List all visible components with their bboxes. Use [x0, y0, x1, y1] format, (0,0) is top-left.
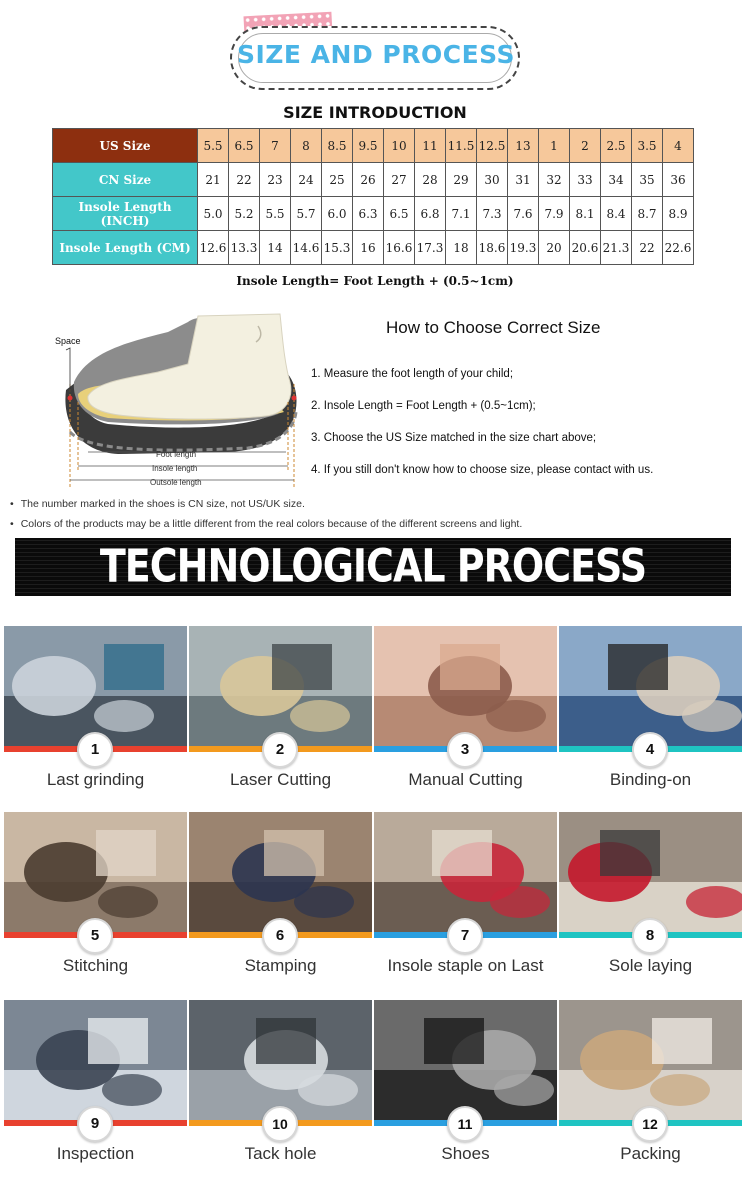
size-cell: 14.6: [291, 231, 322, 265]
process-photo: [374, 812, 557, 934]
size-cell: 12.5: [477, 129, 508, 163]
step-number-badge: 7: [447, 918, 483, 954]
page-title: SIZE AND PROCESS: [236, 40, 516, 69]
size-cell: 20.6: [570, 231, 601, 265]
size-cell: 7.9: [539, 197, 570, 231]
insole-length-label: Insole length: [152, 464, 198, 473]
size-cell: 9.5: [353, 129, 384, 163]
size-cell: 21.3: [601, 231, 632, 265]
size-cell: 5.5: [198, 129, 229, 163]
step-label: Sole laying: [608, 956, 693, 975]
step-number-badge: 12: [632, 1106, 668, 1142]
how-to-step: 2. Insole Length = Foot Length + (0.5~1cm);: [311, 400, 536, 412]
step-label: Laser Cutting: [229, 770, 332, 789]
size-cell: 7: [260, 129, 291, 163]
foot-length-label: Foot length: [156, 450, 197, 459]
step-label: Manual Cutting: [408, 770, 523, 789]
size-cell: 22: [632, 231, 663, 265]
step-number-badge: 4: [632, 732, 668, 768]
size-cell: 13: [508, 129, 539, 163]
header-banner: [228, 14, 524, 96]
step-label: Insole staple on Last: [387, 956, 544, 975]
size-table-row: [53, 163, 694, 197]
size-cell: 5.5: [260, 197, 291, 231]
how-to-step: 1. Measure the foot length of your child;: [311, 368, 514, 380]
size-cell: 15.3: [322, 231, 353, 265]
step-number-badge: 10: [262, 1106, 298, 1142]
size-row-header: Insole Length (INCH): [53, 197, 198, 231]
size-cell: 21: [198, 163, 229, 197]
process-title: TECHNOLOGICAL PROCESS: [99, 539, 647, 593]
note-cn-size: • The number marked in the shoes is CN size, not US/UK size.: [10, 498, 305, 510]
process-photo: [374, 1000, 557, 1122]
size-cell: 2: [570, 129, 601, 163]
step-label: Stamping: [244, 956, 317, 975]
size-cell: 11.5: [446, 129, 477, 163]
size-cell: 5.2: [229, 197, 260, 231]
step-number-badge: 8: [632, 918, 668, 954]
size-table: [52, 128, 694, 265]
size-cell: 22.6: [663, 231, 694, 265]
size-cell: 29: [446, 163, 477, 197]
size-row-header: US Size: [53, 129, 198, 163]
size-cell: 13.3: [229, 231, 260, 265]
size-cell: 8.5: [322, 129, 353, 163]
insole-formula: Insole Length= Foot Length + (0.5~1cm): [236, 274, 514, 288]
process-photo: [559, 812, 742, 934]
size-introduction-heading: SIZE INTRODUCTION: [283, 103, 467, 122]
process-photo: [189, 1000, 372, 1122]
size-cell: 32: [539, 163, 570, 197]
size-cell: 30: [477, 163, 508, 197]
size-cell: 7.3: [477, 197, 508, 231]
size-cell: 18: [446, 231, 477, 265]
size-cell: 3.5: [632, 129, 663, 163]
size-cell: 8: [291, 129, 322, 163]
technological-process-banner: [15, 538, 731, 596]
size-cell: 36: [663, 163, 694, 197]
size-cell: 6.3: [353, 197, 384, 231]
step-number-badge: 1: [77, 732, 113, 768]
size-row-header: CN Size: [53, 163, 198, 197]
size-cell: 6.8: [415, 197, 446, 231]
size-cell: 23: [260, 163, 291, 197]
size-table-row: [53, 197, 694, 231]
note-colors: • Colors of the products may be a little different from the real colors because of the different screens and light.: [10, 518, 522, 530]
step-label: Shoes: [441, 1144, 490, 1163]
size-cell: 33: [570, 163, 601, 197]
size-cell: 16.6: [384, 231, 415, 265]
size-cell: 14: [260, 231, 291, 265]
step-number-badge: 5: [77, 918, 113, 954]
step-number-badge: 9: [77, 1106, 113, 1142]
step-label: Packing: [620, 1144, 681, 1163]
size-cell: 18.6: [477, 231, 508, 265]
size-cell: 5.0: [198, 197, 229, 231]
size-cell: 31: [508, 163, 539, 197]
size-cell: 25: [322, 163, 353, 197]
how-to-step: 3. Choose the US Size matched in the size chart above;: [311, 432, 597, 444]
size-cell: 7.6: [508, 197, 539, 231]
space-label: Space: [55, 336, 81, 346]
process-photo: [189, 812, 372, 934]
size-cell: 5.7: [291, 197, 322, 231]
size-cell: 27: [384, 163, 415, 197]
size-cell: 8.9: [663, 197, 694, 231]
size-cell: 8.7: [632, 197, 663, 231]
size-table-row: [53, 129, 694, 163]
size-cell: 11: [415, 129, 446, 163]
step-number-badge: 2: [262, 732, 298, 768]
step-number-badge: 3: [447, 732, 483, 768]
size-cell: 35: [632, 163, 663, 197]
size-cell: 34: [601, 163, 632, 197]
step-number-badge: 6: [262, 918, 298, 954]
size-cell: 8.4: [601, 197, 632, 231]
process-photo: [189, 626, 372, 748]
step-label: Tack hole: [244, 1144, 317, 1163]
size-cell: 19.3: [508, 231, 539, 265]
size-cell: 26: [353, 163, 384, 197]
size-cell: 10: [384, 129, 415, 163]
size-cell: 1: [539, 129, 570, 163]
size-cell: 7.1: [446, 197, 477, 231]
size-cell: 20: [539, 231, 570, 265]
size-cell: 2.5: [601, 129, 632, 163]
size-cell: 16: [353, 231, 384, 265]
size-cell: 6.0: [322, 197, 353, 231]
size-cell: 6.5: [229, 129, 260, 163]
size-table-row: [53, 231, 694, 265]
size-cell: 24: [291, 163, 322, 197]
process-photo: [559, 1000, 742, 1122]
step-label: Binding-on: [609, 770, 692, 789]
process-photo: [374, 626, 557, 748]
size-cell: 6.5: [384, 197, 415, 231]
how-to-step: 4. If you still don't know how to choose size, please contact with us.: [311, 464, 654, 476]
size-cell: 8.1: [570, 197, 601, 231]
step-label: Stitching: [62, 956, 129, 975]
step-number-badge: 11: [447, 1106, 483, 1142]
process-photo: [4, 626, 187, 748]
size-cell: 22: [229, 163, 260, 197]
process-photo: [4, 812, 187, 934]
step-label: Inspection: [56, 1144, 135, 1163]
step-label: Last grinding: [46, 770, 145, 789]
size-cell: 12.6: [198, 231, 229, 265]
process-photo: [559, 626, 742, 748]
size-cell: 28: [415, 163, 446, 197]
size-cell: 4: [663, 129, 694, 163]
size-cell: 17.3: [415, 231, 446, 265]
outsole-length-label: Outsole length: [150, 478, 202, 487]
process-photo: [4, 1000, 187, 1122]
size-row-header: Insole Length (CM): [53, 231, 198, 265]
how-to-title: How to Choose Correct Size: [386, 318, 601, 337]
